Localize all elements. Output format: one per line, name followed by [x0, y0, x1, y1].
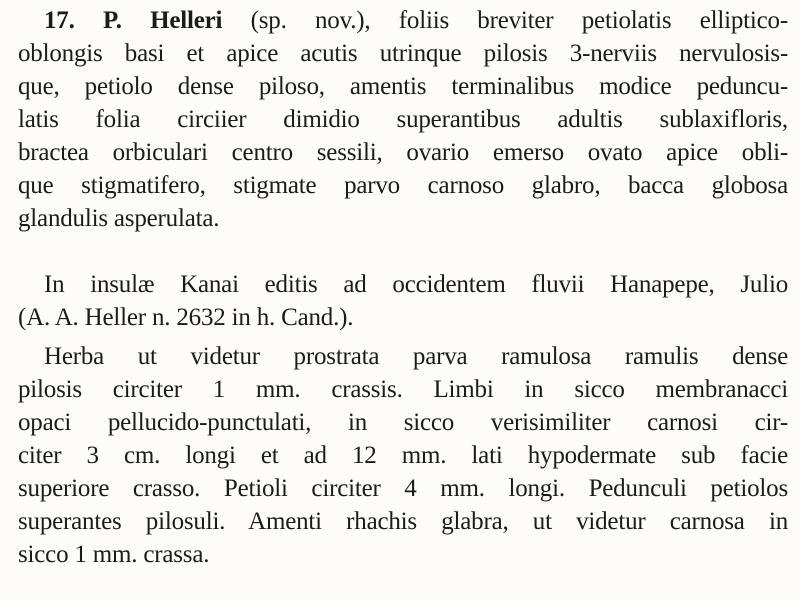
text-line: superiore crasso. Petioli circiter 4 mm. longi. Pedunculi petiolos: [18, 475, 788, 502]
text-line: In insulæ Kanai editis ad occidentem fluvii Hanapepe, Julio: [44, 271, 788, 298]
text-line: [44, 4, 788, 37]
text-line: (A. A. Heller n. 2632 in h. Cand.).: [18, 304, 354, 331]
text-line: sicco 1 mm. crassa.: [18, 541, 210, 568]
text-line: que, petiolo dense piloso, amentis terminalibus modice peduncu-: [18, 73, 788, 100]
text-line: glandulis asperulata.: [18, 205, 220, 232]
text-line: bractea orbiculari centro sessili, ovario emerso ovato apice obli-: [18, 139, 788, 166]
text-line: opaci pellucido-punctulati, in sicco verisimiliter carnosi cir-: [18, 409, 788, 436]
text-span: (sp. nov.), foliis breviter petiolatis elliptico-: [250, 7, 788, 34]
species-name: P. Helleri: [102, 7, 223, 34]
species-number: 17.: [44, 7, 75, 34]
text-line: que stigmatifero, stigmate parvo carnoso glabro, bacca globosa: [18, 172, 788, 199]
text-line: citer 3 cm. longi et ad 12 mm. lati hypodermate sub facie: [18, 442, 788, 469]
text-line: Herba ut videtur prostrata parva ramulosa ramulis dense: [44, 343, 788, 370]
text-line: latis folia circiier dimidio superantibus adultis sublaxifloris,: [18, 106, 788, 133]
text-line: pilosis circiter 1 mm. crassis. Limbi in sicco membranacci: [18, 376, 788, 403]
text-line: superantes pilosuli. Amenti rhachis glabra, ut videtur carnosa in: [18, 508, 788, 535]
text-line: oblongis basi et apice acutis utrinque pilosis 3-nerviis nervulosis-: [18, 40, 788, 67]
